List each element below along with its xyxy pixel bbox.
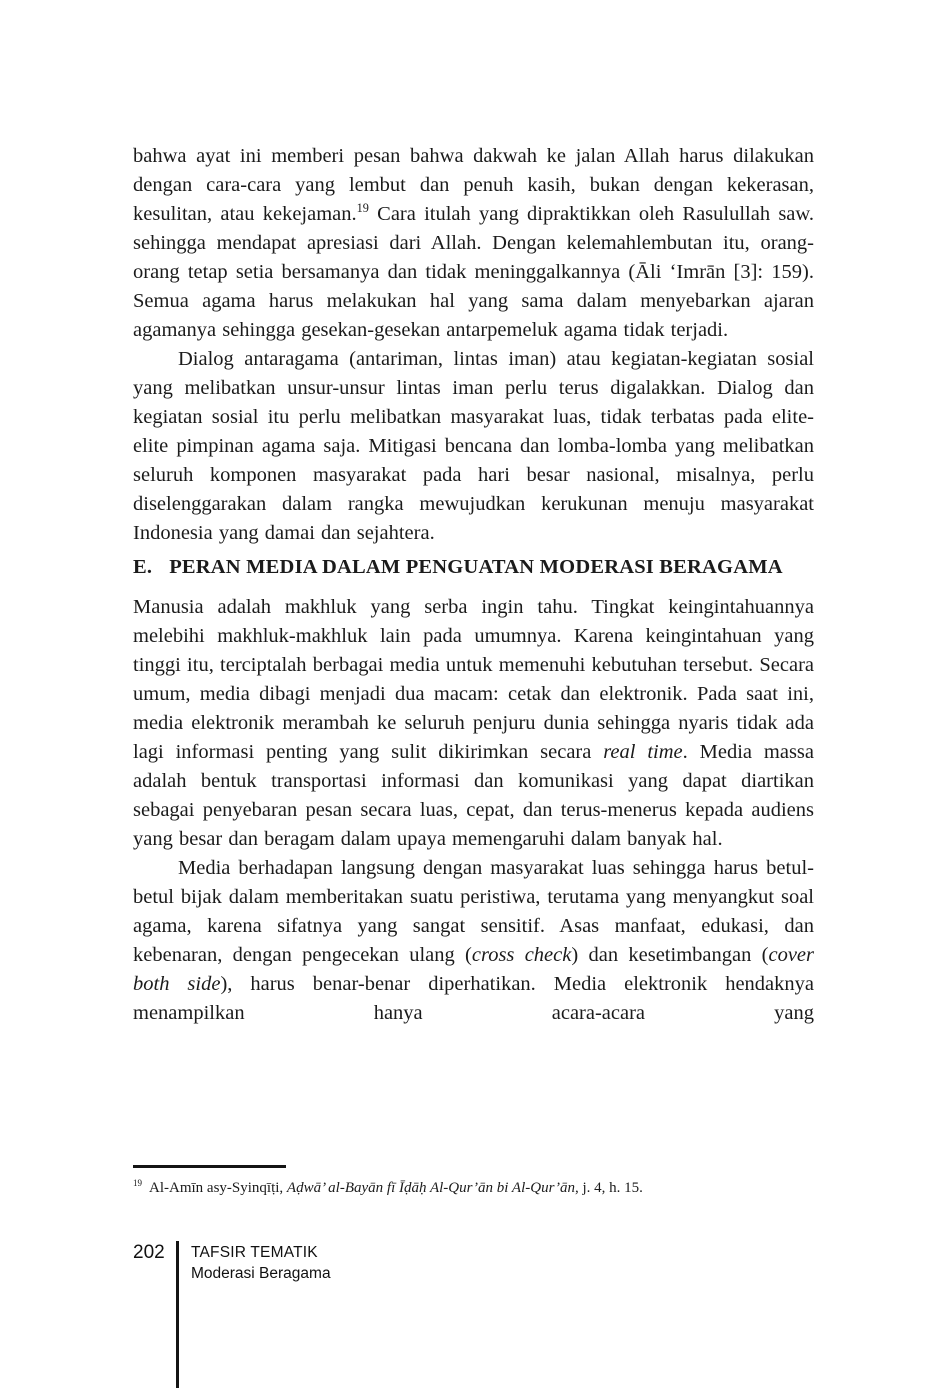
italic-text: cover both side bbox=[133, 944, 814, 995]
text-run: . Media massa adalah bentuk transportasi informasi dan komunikasi yang dapat diartikan sebagai penyebaran pesan secara luas, cepat, dan terus-menerus kepada audiens yang besar dan beragam dalam upaya memengaruhi dalam banyak hal. bbox=[133, 741, 814, 850]
footnote-ref: 19 bbox=[356, 201, 369, 216]
footnote-separator bbox=[133, 1165, 286, 1168]
text-run: Dialog antaragama (antariman, lintas iman) atau kegiatan-kegiatan sosial yang melibatkan unsur-unsur lintas iman perlu terus digalakkan. Dialog dan kegiatan sosial itu perlu melibatkan masyarakat luas, tidak terbatas pada elite-elite pimpinan agama saja. Mitigasi bencana dan lomba-lomba yang melibatkan seluruh komponen masyarakat pada hari besar nasional, misalnya, perlu diselenggarakan dalam rangka mewujudkan kerukunan menuju masyarakat Indonesia yang damai dan sejahtera. bbox=[133, 348, 814, 544]
italic-text: real time bbox=[603, 741, 683, 763]
section-letter: E. bbox=[133, 556, 153, 578]
text-run: bahwa ayat ini memberi pesan bahwa dakwah ke jalan Allah harus dilakukan dengan cara-cara yang lembut dan penuh kasih, bukan dengan kekerasan, kesulitan, atau kekejaman. bbox=[133, 145, 814, 225]
text-run: Al-Amīn asy-Syinqīṭi, bbox=[149, 1180, 287, 1196]
footer-divider-line bbox=[176, 1241, 179, 1388]
section-heading bbox=[133, 553, 814, 582]
book-title: Moderasi Beragama bbox=[191, 1265, 331, 1282]
text-run: , j. 4, h. 15. bbox=[574, 1180, 643, 1196]
section-title: PERAN MEDIA DALAM PENGUATAN MODERASI BERAGAMA bbox=[169, 556, 783, 578]
text-run: ) dan kesetimbangan ( bbox=[571, 944, 769, 966]
footer-titles bbox=[191, 1242, 331, 1284]
footnote bbox=[133, 1178, 814, 1199]
italic-text: Aḍwā’ al-Bayān fī Īḍāḥ Al-Qur’ān bi Al-Qur’ān bbox=[286, 1180, 575, 1196]
footnote-ref: 19 bbox=[133, 1178, 142, 1188]
italic-text: cross check bbox=[471, 944, 572, 966]
page-number: 202 bbox=[133, 1242, 165, 1263]
body-text bbox=[133, 142, 814, 1028]
paragraph bbox=[133, 593, 814, 854]
paragraph bbox=[133, 854, 814, 1028]
paragraph bbox=[133, 345, 814, 548]
series-title: TAFSIR TEMATIK bbox=[191, 1244, 318, 1261]
text-run: ), harus benar-benar diperhatikan. Media elektronik hendaknya menampilkan hanya acara-acara yang bbox=[133, 973, 815, 1024]
text-run: Media berhadapan langsung dengan masyarakat luas sehingga harus betul-betul bijak dalam memberitakan suatu peristiwa, terutama yang menyangkut soal agama, karena sifatnya yang sangat sensitif. Asas manfaat, edukasi, dan kebenaran, dengan pengecekan ulang ( bbox=[133, 857, 814, 966]
text-run: Manusia adalah makhluk yang serba ingin tahu. Tingkat keingintahuannya melebihi makhluk-makhluk lain pada umumnya. Karena keingintahuan yang tinggi itu, terciptalah berbagai media untuk memenuhi kebutuhan tersebut. Secara umum, media dibagi menjadi dua macam: cetak dan elektronik. Pada saat ini, media elektronik merambah ke seluruh penjuru dunia sehingga nyaris tidak ada lagi informasi penting yang sulit dikirimkan secara bbox=[133, 596, 814, 763]
paragraph bbox=[133, 142, 814, 345]
text-run: Cara itulah yang dipraktikkan oleh Rasulullah saw. sehingga mendapat apresiasi dari Allah. Dengan kelemahlembutan itu, orang-orang tetap setia bersamanya dan tidak meninggalkannya (Āli ‘Imrān [3]: 159). Semua agama harus melakukan hal yang sama dalam menyebarkan ajaran agamanya sehingga gesekan-gesekan antarpemeluk agama tidak terjadi. bbox=[133, 203, 814, 341]
